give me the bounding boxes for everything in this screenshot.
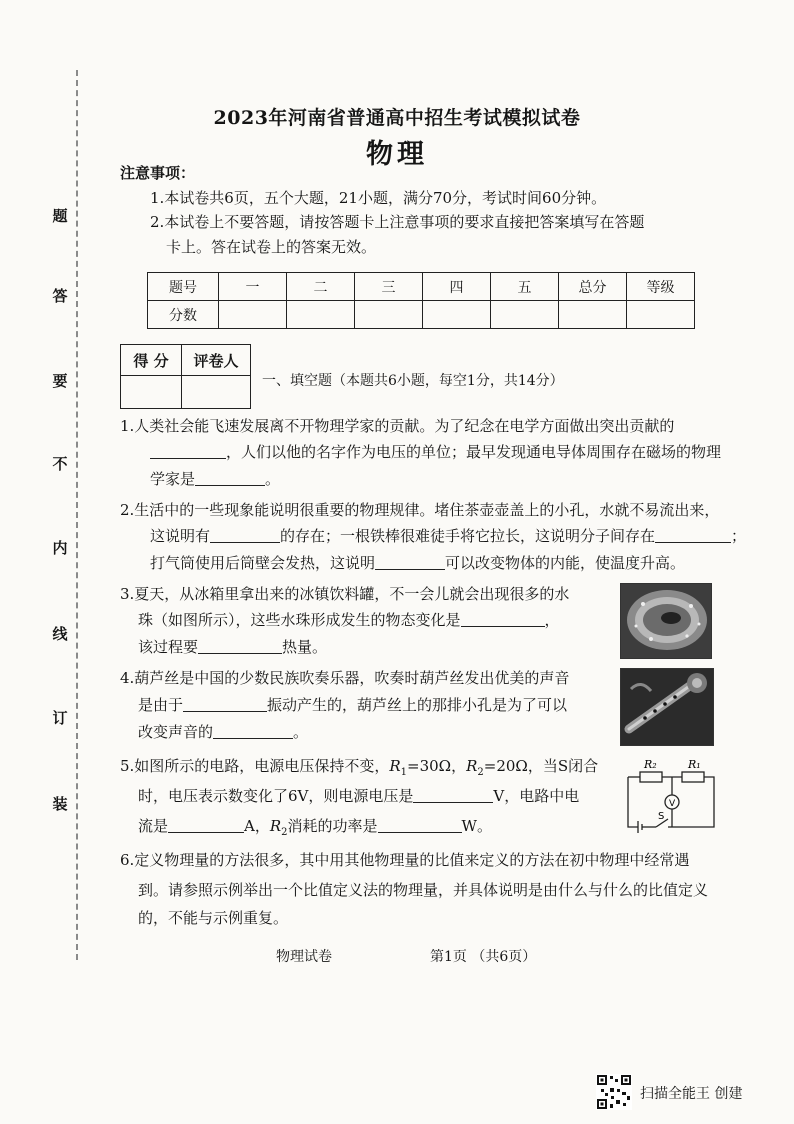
- q4-line1: 4.葫芦丝是中国的少数民族吹奏乐器，吹奏时葫芦丝发出优美的声音: [120, 669, 570, 687]
- answer-blank: [183, 695, 267, 712]
- binding-char: 题: [52, 207, 68, 225]
- binding-char: 订: [52, 709, 68, 727]
- q5-line3: [138, 812, 492, 847]
- q3-line2-a: 珠（如图所示），这些水珠形成发生的物态变化是: [138, 611, 461, 629]
- score-header-cell: 一: [219, 273, 287, 301]
- grader-score-label: 得 分: [121, 345, 182, 376]
- hulusi-illustration: [621, 669, 713, 745]
- q1-line3-text: 学家是: [150, 470, 196, 488]
- grader-name-cell: [182, 376, 251, 409]
- answer-blank: [461, 610, 545, 627]
- scanner-watermark: 扫描全能王 创建: [640, 1086, 743, 1102]
- score-table-score-row: [148, 301, 695, 329]
- circuit-r1-label: R₁: [688, 758, 701, 771]
- q3-line3-a: 该过程要: [138, 638, 199, 656]
- q1-line3: [150, 465, 280, 493]
- q6-line1: 6.定义物理量的方法很多，其中用其他物理量的比值来定义的方法在初中物理中经常遇: [120, 851, 690, 869]
- exam-title: 2023年河南省普通高中招生考试模拟试卷: [213, 107, 581, 129]
- binding-char: 要: [52, 372, 68, 390]
- q2-line1: 2.生活中的一些现象能说明很重要的物理规律。堵住茶壶壶盖上的小孔，水就不易流出来，: [120, 501, 720, 519]
- cold-can-photo: [620, 583, 712, 659]
- q5-r1-symbol: R: [389, 757, 401, 775]
- notice-item-2: 2.本试卷上不要答题，请按答题卡上注意事项的要求直接把答案填写在答题: [150, 213, 645, 231]
- notice-heading: 注意事项：: [120, 164, 196, 182]
- q3-line2-b: ，: [544, 611, 560, 629]
- binding-char: 不: [52, 455, 68, 473]
- q5-line2: [138, 782, 579, 810]
- q5-r2-value: =20Ω，当S闭合: [483, 757, 599, 775]
- score-cell: [423, 301, 491, 329]
- grader-table-blank-row: [121, 376, 251, 409]
- footer-subject: 物理试卷: [276, 949, 332, 965]
- q1-line2: [150, 438, 721, 466]
- exam-subject: 物理: [366, 139, 428, 170]
- q2-line3-b: 可以改变物体的内能，使温度升高。: [445, 554, 686, 572]
- score-header-cell: 二: [287, 273, 355, 301]
- q5-line3-e: W。: [461, 817, 492, 835]
- circuit-r2-label: R₂: [644, 758, 657, 771]
- q2-line3: [150, 549, 685, 577]
- q4-line3: [138, 718, 308, 746]
- q4-line2-a: 是由于: [138, 696, 184, 714]
- score-header-cell: 总分: [559, 273, 627, 301]
- q5-r1-subscript: 1: [400, 767, 407, 778]
- q6-line2: 到。请参照示例举出一个比值定义法的物理量，并具体说明是由什么与什么的比值定义: [138, 881, 709, 899]
- can-illustration: [621, 584, 711, 658]
- q3-line3: [138, 633, 327, 661]
- q4-line3-a: 改变声音的: [138, 723, 214, 741]
- q3-line1: 3.夏天，从冰箱里拿出来的冰镇饮料罐，不一会儿就会出现很多的水: [120, 585, 570, 603]
- q2-line2: [150, 522, 746, 550]
- binding-char: 线: [52, 625, 68, 643]
- score-row-label: 分数: [148, 301, 219, 329]
- section-title: 一、填空题（本题共6小题，每空1分，共14分）: [262, 373, 564, 389]
- answer-blank: [378, 816, 462, 833]
- q5-r2-subscript-2: 2: [281, 827, 288, 838]
- notice-item-2-cont: 卡上。答在试卷上的答案无效。: [166, 238, 377, 256]
- answer-blank: [655, 526, 731, 543]
- grader-name-label: 评卷人: [182, 345, 251, 376]
- q5-r2-symbol: R: [466, 757, 478, 775]
- circuit-diagram: [620, 755, 720, 833]
- q3-line3-b: 热量。: [282, 638, 328, 656]
- q5-line2-b: V，电路中电: [493, 787, 580, 805]
- answer-blank: [195, 469, 265, 486]
- notice-item-1: 1.本试卷共6页，五个大题，21小题，满分70分，考试时间60分钟。: [150, 189, 607, 207]
- q4-line2: [138, 691, 567, 719]
- score-cell: [287, 301, 355, 329]
- q1-line1: 1.人类社会能飞速发展离不开物理学家的贡献。为了纪念在电学方面做出突出贡献的: [120, 417, 675, 435]
- q2-line3-a: 打气筒使用后筒壁会发热，这说明: [150, 554, 376, 572]
- footer-page: 第1页 （共6页）: [430, 949, 537, 965]
- score-cell: [627, 301, 695, 329]
- q3-line2: [138, 606, 560, 634]
- score-table: [147, 272, 695, 329]
- answer-blank: [210, 526, 280, 543]
- q5-line1-a: 5.如图所示的电路，电源电压保持不变，: [120, 757, 390, 775]
- answer-blank: [413, 786, 493, 803]
- binding-char: 内: [52, 539, 68, 557]
- score-header-cell: 等级: [627, 273, 695, 301]
- grader-table: [120, 344, 251, 409]
- q5-line3-a: 流是: [138, 817, 169, 835]
- binding-dashed-line: [76, 70, 78, 960]
- score-cell: [559, 301, 627, 329]
- q5-r2-symbol-2: R: [269, 817, 282, 835]
- q2-line2-b: 的存在；一根铁棒很难徒手将它拉长，这说明分子间存在: [280, 527, 656, 545]
- hulusi-photo: [620, 668, 714, 746]
- q1-line3-end: 。: [265, 470, 281, 488]
- score-cell: [491, 301, 559, 329]
- binding-char: 答: [52, 287, 68, 305]
- q4-line2-b: 振动产生的，葫芦丝上的那排小孔是为了可以: [267, 696, 568, 714]
- switch-label: S: [658, 811, 665, 822]
- score-table-header-row: [148, 273, 695, 301]
- q5-r1-value: =30Ω，: [407, 757, 467, 775]
- answer-blank: [213, 722, 293, 739]
- q6-line3: 的，不能与示例重复。: [138, 909, 289, 927]
- q5-r2-subscript: 2: [477, 767, 484, 778]
- q5-line3-d: 消耗的功率是: [287, 817, 378, 835]
- q5-line2-a: 时，电压表示数变化了6V，则电源电压是: [138, 787, 414, 805]
- answer-blank: [168, 816, 244, 833]
- q4-line3-b: 。: [293, 723, 309, 741]
- q5-line3-b: A，: [244, 817, 270, 835]
- q2-line2-a: 这说明有: [150, 527, 211, 545]
- answer-blank: [375, 553, 445, 570]
- score-header-cell: 三: [355, 273, 423, 301]
- q2-line2-c: ；: [731, 527, 747, 545]
- qr-code-icon: [596, 1074, 632, 1110]
- binding-char: 装: [52, 795, 68, 813]
- score-header-cell: 四: [423, 273, 491, 301]
- answer-blank: [198, 637, 282, 654]
- grader-score-cell: [121, 376, 182, 409]
- score-header-cell: 题号: [148, 273, 219, 301]
- score-header-cell: 五: [491, 273, 559, 301]
- score-cell: [355, 301, 423, 329]
- voltmeter-label: V: [669, 799, 676, 809]
- resistor-r1: [682, 772, 704, 782]
- resistor-r2: [640, 772, 662, 782]
- q1-line2-text: ，人们以他的名字作为电压的单位；最早发现通电导体周围存在磁场的物理: [226, 443, 722, 461]
- answer-blank: [150, 442, 226, 459]
- score-cell: [219, 301, 287, 329]
- grader-table-header-row: [121, 345, 251, 376]
